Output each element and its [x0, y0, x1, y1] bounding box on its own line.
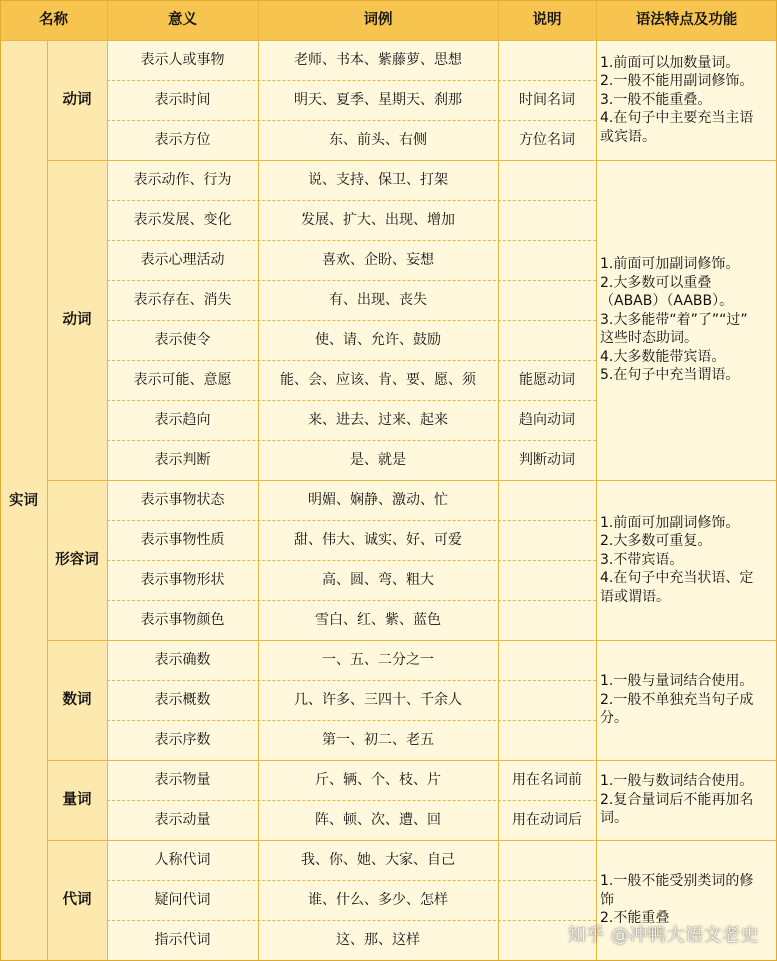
explanation-cell: [498, 880, 596, 920]
row-divider: [107, 240, 596, 241]
explanation-cell: [498, 280, 596, 320]
meaning-cell: 指示代词: [107, 920, 258, 960]
grammar-note-line: 语或谓语。: [600, 588, 670, 605]
grammar-note-line: （ABAB）（AABB）。: [600, 293, 734, 310]
grammar-note-line: 词。: [600, 810, 628, 827]
grammar-note-line: 分。: [600, 710, 628, 727]
examples-cell: 使、请、允许、鼓励: [258, 320, 498, 360]
word-class-name: 数词: [47, 640, 107, 760]
explanation-cell: 用在动词后: [498, 800, 596, 840]
grammar-note-line: 5.在句子中充当谓语。: [600, 367, 740, 384]
meaning-cell: 表示序数: [107, 720, 258, 760]
meaning-cell: 表示使令: [107, 320, 258, 360]
explanation-cell: [498, 240, 596, 280]
row-divider: [107, 440, 596, 441]
examples-cell: 明媚、娴静、激动、忙: [258, 480, 498, 520]
column-divider: [107, 0, 108, 961]
examples-cell: 发展、扩大、出现、增加: [258, 200, 498, 240]
category-cell: 实词: [0, 40, 47, 961]
meaning-cell: 表示物量: [107, 760, 258, 800]
examples-cell: 阵、顿、次、遭、回: [258, 800, 498, 840]
explanation-cell: [498, 480, 596, 520]
grammar-notes: [596, 160, 777, 480]
grammar-notes: [596, 640, 777, 760]
column-divider: [596, 0, 597, 961]
grammar-note-line: 2.大多数可以重叠: [600, 274, 712, 291]
grammar-notes: [596, 480, 777, 640]
grammar-note-line: 1.一般与量词结合使用。: [600, 673, 754, 690]
row-divider: [47, 840, 777, 841]
column-divider: [498, 0, 499, 961]
meaning-cell: 表示时间: [107, 80, 258, 120]
column-divider: [258, 0, 259, 961]
examples-cell: 东、前头、右侧: [258, 120, 498, 160]
explanation-cell: [498, 160, 596, 200]
grammar-note-line: 1.前面可加副词修饰。: [600, 256, 740, 273]
grammar-note-line: 3.不带宾语。: [600, 551, 684, 568]
examples-cell: 谁、什么、多少、怎样: [258, 880, 498, 920]
examples-cell: 是、就是: [258, 440, 498, 480]
examples-cell: 斤、辆、个、枝、片: [258, 760, 498, 800]
examples-cell: 雪白、红、紫、蓝色: [258, 600, 498, 640]
row-divider: [107, 120, 596, 121]
row-divider: [47, 640, 777, 641]
row-divider: [107, 200, 596, 201]
meaning-cell: 表示事物性质: [107, 520, 258, 560]
row-divider: [107, 520, 596, 521]
explanation-cell: 时间名词: [498, 80, 596, 120]
grammar-note-line: 或宾语。: [600, 128, 656, 145]
meaning-cell: 表示可能、意愿: [107, 360, 258, 400]
row-divider: [107, 280, 596, 281]
row-divider: [107, 360, 596, 361]
grammar-note-line: 3.大多能带“着”了”“过”: [600, 311, 748, 328]
row-divider: [107, 600, 596, 601]
explanation-cell: 趋向动词: [498, 400, 596, 440]
examples-cell: 一、五、二分之一: [258, 640, 498, 680]
examples-cell: 能、会、应该、肯、要、愿、须: [258, 360, 498, 400]
row-divider: [107, 560, 596, 561]
row-divider: [0, 40, 777, 41]
explanation-cell: 用在名词前: [498, 760, 596, 800]
meaning-cell: 表示事物形状: [107, 560, 258, 600]
grammar-note-line: 4.在句子中主要充当主语: [600, 110, 754, 127]
row-divider: [107, 880, 596, 881]
meaning-cell: 表示趋向: [107, 400, 258, 440]
grammar-note-line: 1.一般不能受别类词的修: [600, 873, 754, 890]
meaning-cell: 表示动作、行为: [107, 160, 258, 200]
examples-cell: 喜欢、企盼、妄想: [258, 240, 498, 280]
examples-cell: 甜、伟大、诚实、好、可爱: [258, 520, 498, 560]
meaning-cell: 人称代词: [107, 840, 258, 880]
grammar-note-line: 饰: [600, 891, 614, 908]
meaning-cell: 疑问代词: [107, 880, 258, 920]
explanation-cell: [498, 560, 596, 600]
word-class-name: 形容词: [47, 480, 107, 640]
row-divider: [107, 80, 596, 81]
header-grammar: 语法特点及功能: [596, 0, 777, 40]
examples-cell: 我、你、她、大家、自己: [258, 840, 498, 880]
grammar-note-line: 3.一般不能重叠。: [600, 91, 712, 108]
examples-cell: 来、进去、过来、起来: [258, 400, 498, 440]
meaning-cell: 表示动量: [107, 800, 258, 840]
grammar-notes: [596, 40, 777, 160]
explanation-cell: [498, 520, 596, 560]
row-divider: [107, 800, 596, 801]
header-examples: 词例: [258, 0, 498, 40]
header-explanation: 说明: [498, 0, 596, 40]
meaning-cell: 表示事物状态: [107, 480, 258, 520]
examples-cell: 老师、书本、紫藤萝、思想: [258, 40, 498, 80]
word-class-name: 动词: [47, 160, 107, 480]
meaning-cell: 表示事物颜色: [107, 600, 258, 640]
grammar-note-line: 4.大多数能带宾语。: [600, 348, 726, 365]
explanation-cell: [498, 40, 596, 80]
explanation-cell: [498, 200, 596, 240]
grammar-note-line: 2.不能重叠: [600, 910, 670, 927]
grammar-note-line: 2.一般不单独充当句子成: [600, 691, 754, 708]
grammar-note-line: 1.前面可以加数量词。: [600, 54, 740, 71]
row-divider: [107, 400, 596, 401]
examples-cell: 几、许多、三四十、千余人: [258, 680, 498, 720]
meaning-cell: 表示概数: [107, 680, 258, 720]
examples-cell: 明天、夏季、星期天、刹那: [258, 80, 498, 120]
row-divider: [107, 680, 596, 681]
meaning-cell: 表示发展、变化: [107, 200, 258, 240]
explanation-cell: [498, 720, 596, 760]
grammar-note-line: 2.一般不能用副词修饰。: [600, 73, 754, 90]
explanation-cell: [498, 320, 596, 360]
explanation-cell: [498, 680, 596, 720]
explanation-cell: [498, 840, 596, 880]
explanation-cell: 判断动词: [498, 440, 596, 480]
grammar-note-line: 4.在句子中充当状语、定: [600, 570, 754, 587]
header-meaning: 意义: [107, 0, 258, 40]
row-divider: [107, 920, 596, 921]
meaning-cell: 表示人或事物: [107, 40, 258, 80]
meaning-cell: 表示确数: [107, 640, 258, 680]
meaning-cell: 表示存在、消失: [107, 280, 258, 320]
row-divider: [47, 480, 777, 481]
row-divider: [47, 160, 777, 161]
grammar-note-line: 这些时态助词。: [600, 330, 698, 347]
meaning-cell: 表示心理活动: [107, 240, 258, 280]
grammar-note-line: 2.大多数可重复。: [600, 533, 712, 550]
explanation-cell: 能愿动词: [498, 360, 596, 400]
explanation-cell: [498, 640, 596, 680]
examples-cell: 说、支持、保卫、打架: [258, 160, 498, 200]
word-class-name: 量词: [47, 760, 107, 840]
explanation-cell: 方位名词: [498, 120, 596, 160]
row-divider: [47, 760, 777, 761]
meaning-cell: 表示方位: [107, 120, 258, 160]
examples-cell: 高、圆、弯、粗大: [258, 560, 498, 600]
header-name: 名称: [0, 0, 107, 40]
explanation-cell: [498, 600, 596, 640]
column-divider: [47, 40, 48, 961]
examples-cell: 这、那、这样: [258, 920, 498, 960]
grammar-note-line: 1.一般与数词结合使用。: [600, 773, 754, 790]
examples-cell: 第一、初二、老五: [258, 720, 498, 760]
row-divider: [107, 720, 596, 721]
grammar-notes: [596, 760, 777, 840]
grammar-note-line: 1.前面可加副词修饰。: [600, 514, 740, 531]
word-class-name: 代词: [47, 840, 107, 960]
word-class-name: 动词: [47, 40, 107, 160]
row-divider: [107, 320, 596, 321]
watermark: 知乎 @冲鸭大语文老史: [567, 925, 759, 946]
grammar-note-line: 2.复合量词后不能再加名: [600, 791, 754, 808]
meaning-cell: 表示判断: [107, 440, 258, 480]
examples-cell: 有、出现、丧失: [258, 280, 498, 320]
